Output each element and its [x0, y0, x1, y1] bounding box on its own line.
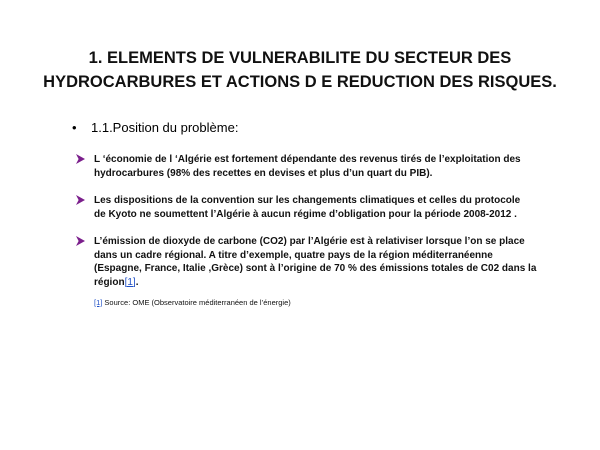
bullet-line: (Espagne, France, Italie ,Grèce) sont à l’origine de 70 % des émissions totales de C02 dans la [94, 263, 537, 274]
title-line-1: 1. ELEMENTS DE VULNERABILITE DU SECTEUR DES [88, 49, 512, 67]
bullet-line-tail: . [135, 276, 139, 288]
purple-arrow-bullet-icon [76, 236, 85, 246]
bullet-text [94, 235, 537, 289]
bullet-line: L’émission de dioxyde de carbone (CO2) par l’Algérie est à relativiser lorsque l’on se place [94, 236, 525, 247]
slide-title [40, 46, 560, 94]
title-line-2: HYDROCARBURES ET ACTIONS D E REDUCTION DES RISQUES. [43, 73, 557, 91]
bullet-line: dans un cadre régional. A titre d’exemple, quatre pays de la région méditerranéenne [94, 249, 493, 261]
round-bullet-icon: • [72, 120, 77, 135]
bullet-line: hydrocarbures (98% des recettes en devises et plus d’un quart du PIB). [94, 167, 433, 179]
footnote-back-link[interactable]: [1] [94, 298, 103, 307]
bullet-line: Les dispositions de la convention sur les changements climatiques et celles du protocole [94, 195, 521, 206]
bullet-line: de Kyoto ne soumettent l’Algérie à aucun régime d’obligation pour la période 2008-2012 . [94, 208, 517, 220]
purple-arrow-bullet-icon [76, 195, 85, 205]
footnote-ref-link[interactable]: [1] [124, 276, 136, 288]
subheading-label: 1.1.Position du problème: [91, 120, 239, 135]
footnote-text: Source: OME (Observatoire méditerranéen de l’énergie) [102, 298, 291, 307]
footnote [94, 298, 291, 308]
bullet-text [94, 153, 534, 180]
purple-arrow-bullet-icon [76, 154, 85, 164]
bullet-line: L ‘économie de l ‘Algérie est fortement dépendante des revenus tirés de l’exploitation des [94, 154, 521, 165]
bullet-text [94, 194, 534, 221]
bullet-line-text: région [94, 276, 125, 288]
bullet-line-last [94, 276, 534, 290]
